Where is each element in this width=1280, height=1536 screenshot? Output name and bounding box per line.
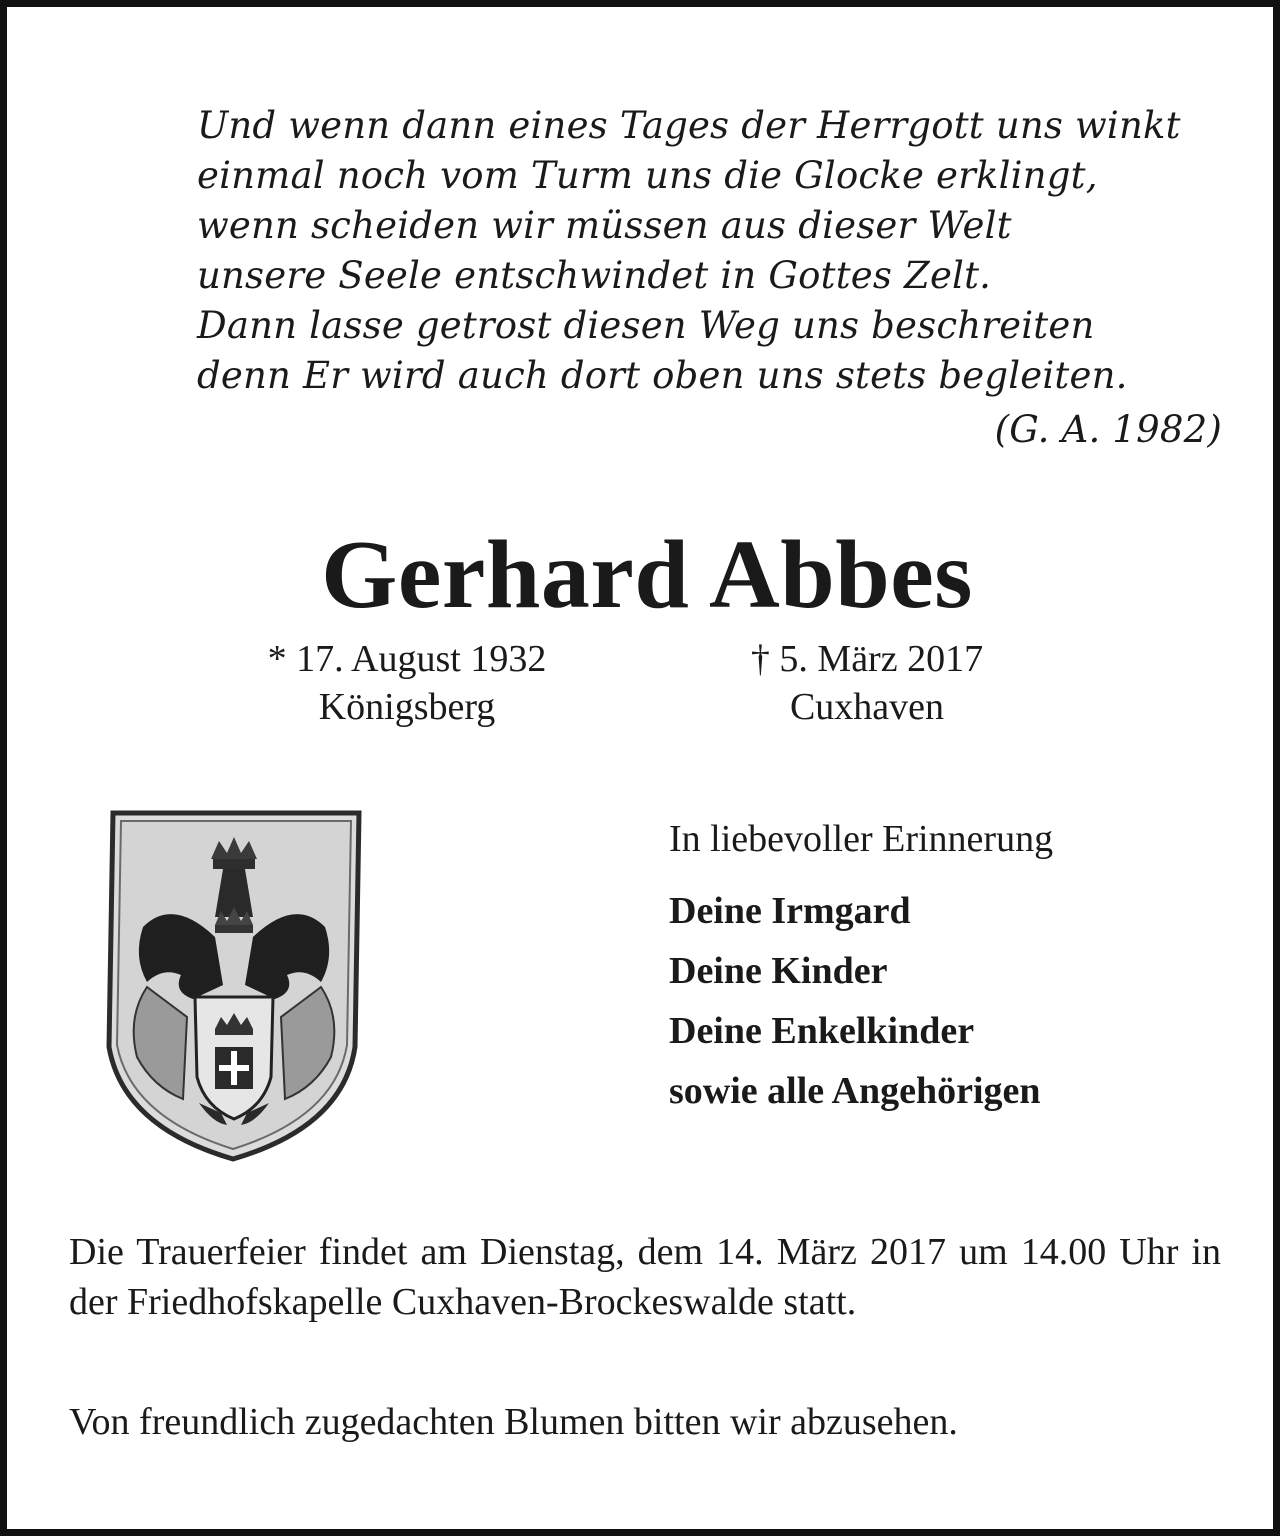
memory-line: In liebevoller Erinnerung <box>669 818 1054 860</box>
birth-date: * 17. August 1932 <box>267 638 547 680</box>
poem-line: unsere Seele entschwindet in Gottes Zelt. <box>197 254 992 297</box>
poem-line: denn Er wird auch dort oben uns stets begleiten. <box>197 354 1128 397</box>
mourners-block <box>669 815 1229 1121</box>
flowers-note: Von freundlich zugedachten Blumen bitten wir abzusehen. <box>69 1401 958 1443</box>
coat-of-arms-icon <box>103 807 365 1165</box>
mourner-name: Deine Kinder <box>669 950 888 992</box>
death-info <box>707 635 1027 731</box>
deceased-name: Gerhard Abbes <box>321 521 973 629</box>
death-date: † 5. März 2017 <box>750 638 984 680</box>
birth-info <box>222 635 592 731</box>
poem-line: wenn scheiden wir müssen aus dieser Welt <box>197 204 1012 247</box>
service-info: Die Trauerfeier findet am Dienstag, dem 14. März 2017 um 14.00 Uhr in der Friedhofskapelle Cuxhaven-Brockeswalde statt. <box>69 1231 1221 1323</box>
mourner-name: Deine Enkelkinder <box>669 1010 975 1052</box>
death-place: Cuxhaven <box>789 686 945 728</box>
birth-place: Königsberg <box>318 686 496 728</box>
mourner-name: Deine Irmgard <box>669 890 911 932</box>
mourner-name: sowie alle Angehörigen <box>669 1070 1041 1112</box>
poem-source: (G. A. 1982) <box>994 408 1222 451</box>
poem-line: einmal noch vom Turm uns die Glocke erklingt, <box>197 154 1098 197</box>
poem <box>197 101 1222 455</box>
poem-line: Dann lasse getrost diesen Weg uns beschreiten <box>197 304 1095 347</box>
poem-line: Und wenn dann eines Tages der Herrgott uns winkt <box>197 104 1181 147</box>
coat-of-arms-image <box>103 807 365 1165</box>
